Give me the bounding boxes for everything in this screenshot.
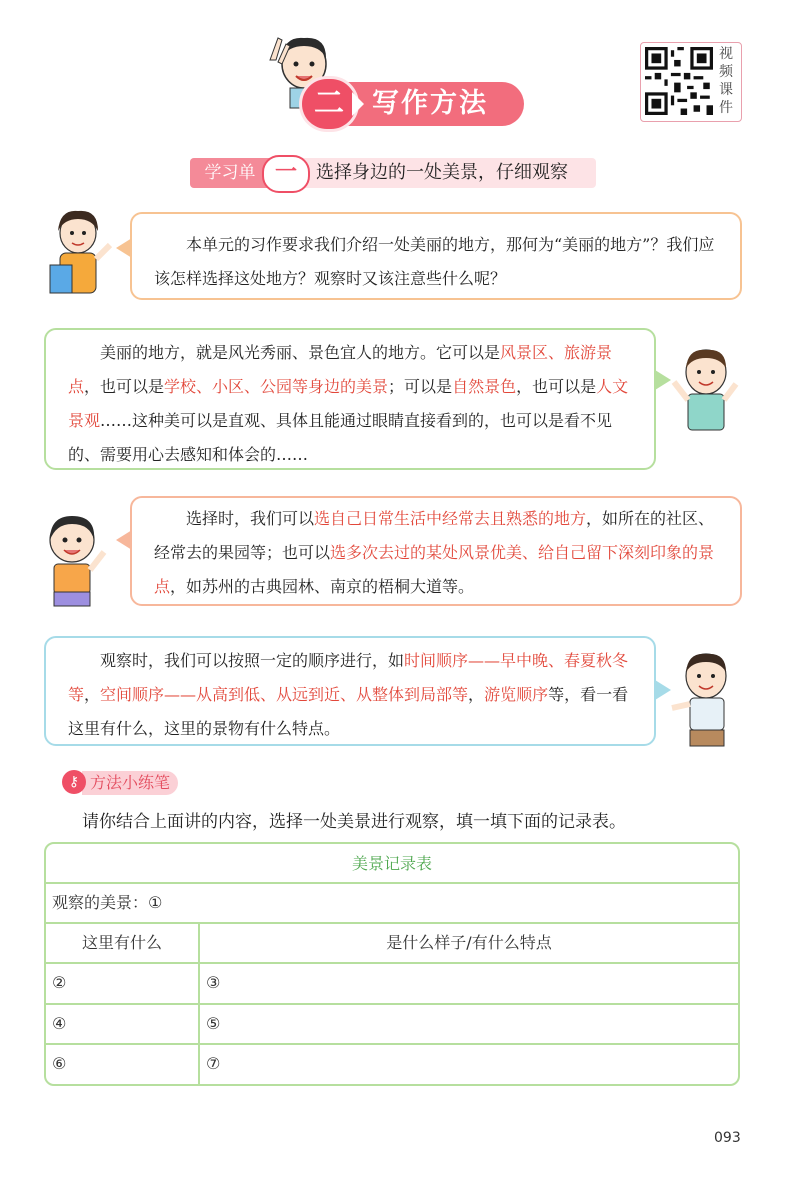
speech-bubble-selection bbox=[130, 496, 742, 606]
section-banner bbox=[302, 82, 524, 126]
speech-bubble-definition bbox=[44, 328, 656, 470]
table-cell-what[interactable]: ② bbox=[46, 964, 200, 1003]
scene-label: 观察的美景：① bbox=[52, 893, 163, 912]
qr-code-icon bbox=[645, 47, 713, 115]
video-qr-code[interactable] bbox=[640, 42, 742, 122]
practice-label: 方法小练笔 bbox=[82, 771, 178, 795]
girl-pointing-illustration bbox=[40, 510, 112, 618]
table-cell-feature[interactable]: ③ bbox=[206, 973, 221, 992]
boy-gesturing-illustration bbox=[668, 646, 740, 754]
bubble-text bbox=[154, 502, 718, 604]
speech-bubble-question bbox=[130, 212, 742, 300]
highlight-text: 空间顺序——从高到低、从远到近、从整体到局部等 bbox=[100, 685, 469, 704]
highlight-text: 人文景观 bbox=[68, 377, 629, 430]
column-header-left: 这里有什么 bbox=[46, 924, 200, 962]
key-icon: ⚷ bbox=[62, 770, 86, 794]
bubble-text-segment: 选择时，我们可以 bbox=[186, 509, 315, 528]
table-cell-feature[interactable]: ⑤ bbox=[206, 1014, 221, 1033]
bubble-text-segment: ， bbox=[468, 685, 485, 704]
column-header-right: 是什么样子/有什么特点 bbox=[386, 933, 552, 952]
table-row bbox=[46, 1045, 738, 1085]
table-row bbox=[46, 964, 738, 1005]
speech-bubble-observation bbox=[44, 636, 656, 746]
highlight-text: 选多次去过的某处风景优美、给自己留下深刻印象的景点 bbox=[154, 543, 715, 596]
table-cell-feature[interactable]: ⑦ bbox=[206, 1054, 221, 1073]
bubble-text-segment: ；可以是 bbox=[388, 377, 453, 396]
boy-pointing-illustration bbox=[668, 342, 740, 450]
highlight-text: 选自己日常生活中经常去且熟悉的地方 bbox=[314, 509, 587, 528]
worksheet-title: 选择身边的一处美景，仔细观察 bbox=[316, 162, 568, 183]
table-row bbox=[46, 1005, 738, 1045]
girl-with-book-illustration bbox=[44, 205, 116, 313]
worksheet-heading bbox=[190, 158, 596, 188]
scenery-record-table bbox=[44, 842, 740, 1086]
highlight-text: 学校、小区、公园等身边的美景 bbox=[164, 377, 389, 396]
section-title: 写作方法 bbox=[372, 88, 488, 119]
table-header-row bbox=[46, 924, 738, 964]
bubble-text-segment: ，也可以是 bbox=[516, 377, 597, 396]
qr-label: 视频课件 bbox=[719, 46, 733, 116]
bubble-text bbox=[68, 336, 636, 472]
bubble-text: 本单元的习作要求我们介绍一处美丽的地方，那何为“美丽的地方”？我们应该怎样选择这处地方？观察时又该注意些什么呢？ bbox=[154, 235, 715, 288]
bubble-text-segment: 等，看一看这里有什么，这里的景物有什么特点。 bbox=[68, 685, 629, 738]
banner-arrow-icon bbox=[352, 92, 364, 116]
table-title: 美景记录表 bbox=[46, 844, 738, 884]
section-number: 二 bbox=[302, 79, 356, 129]
bubble-text bbox=[68, 644, 632, 746]
highlight-text: 自然景色 bbox=[452, 377, 517, 396]
bubble-text-segment: ， bbox=[84, 685, 101, 704]
table-row-scene[interactable] bbox=[46, 884, 738, 924]
bubble-text-segment: ……这种美可以是直观、具体且能通过眼睛直接看到的，也可以是看不见的、需要用心去感知和体会的…… bbox=[68, 411, 613, 464]
highlight-text: 游览顺序 bbox=[484, 685, 549, 704]
bubble-text-segment: 美丽的地方，就是风光秀丽、景色宜人的地方。它可以是 bbox=[100, 343, 501, 362]
bubble-text-segment: ，如苏州的古典园林、南京的梧桐大道等。 bbox=[170, 577, 475, 596]
worksheet-label: 学习单 bbox=[190, 158, 270, 188]
bubble-text-segment: ，如所在的社区、经常去的果园等；也可以 bbox=[154, 509, 715, 562]
bubble-text-segment: 观察时，我们可以按照一定的顺序进行，如 bbox=[100, 651, 405, 670]
highlight-text: 时间顺序——早中晚、春夏秋冬等 bbox=[68, 651, 629, 704]
practice-instruction: 请你结合上面讲的内容，选择一处美景进行观察，填一填下面的记录表。 bbox=[82, 812, 626, 832]
highlight-text: 风景区、旅游景点 bbox=[68, 343, 613, 396]
table-cell-what[interactable]: ④ bbox=[46, 1005, 200, 1043]
bubble-text-segment: ，也可以是 bbox=[84, 377, 165, 396]
table-cell-what[interactable]: ⑥ bbox=[46, 1045, 200, 1085]
page-number: 093 bbox=[714, 1130, 741, 1146]
worksheet-number: 一 bbox=[262, 155, 310, 193]
